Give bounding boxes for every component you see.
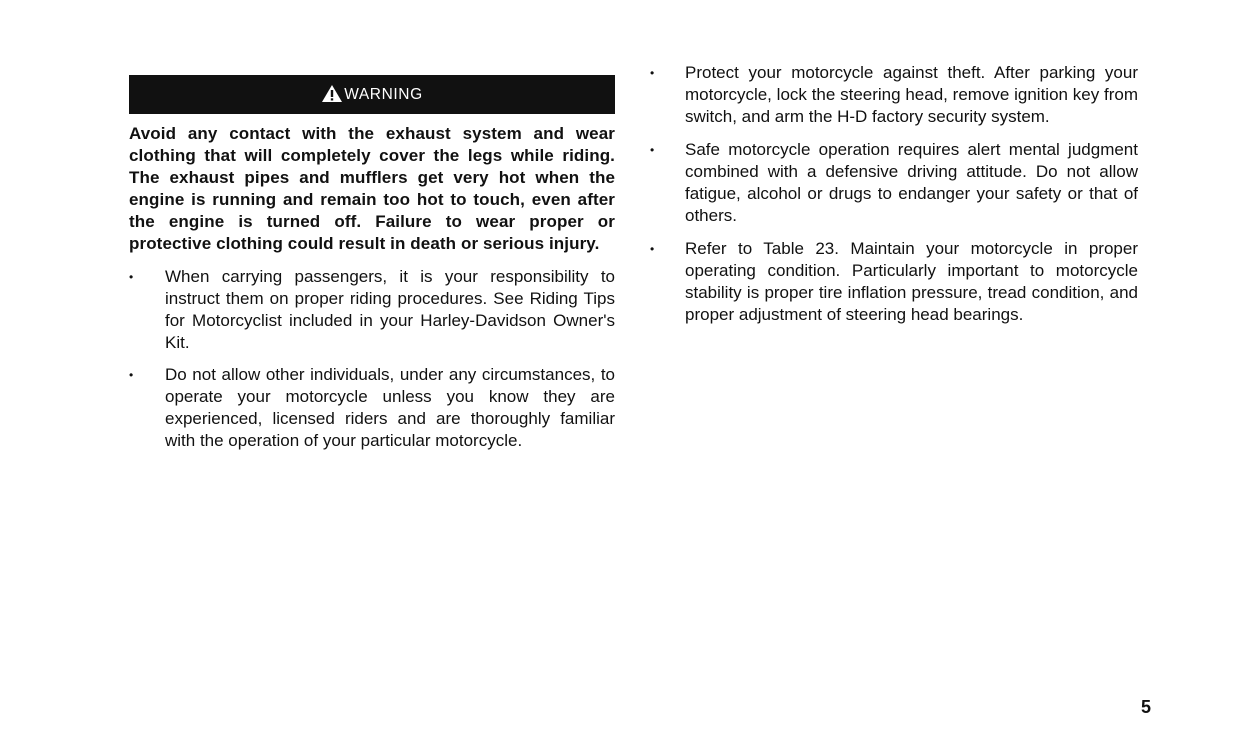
bullet-icon: • (650, 66, 655, 80)
left-column (129, 75, 615, 462)
warning-banner (129, 75, 615, 114)
list-item (650, 62, 1138, 128)
bullet-icon: • (129, 368, 134, 382)
list-item (650, 139, 1138, 227)
list-item-text: Protect your motorcycle against theft. After parking your motorcycle, lock the steering head, remove ignition key from switch, and arm the H-D factory security system. (685, 63, 1138, 126)
list-item-text: Refer to Table 23. Maintain your motorcycle in proper operating condition. Particularly important to motorcycle stability is proper tire inflation pressure, tread condition, and proper adjustment of steering head bearings. (685, 239, 1138, 324)
list-item-text: Do not allow other individuals, under any circumstances, to operate your motorcycle unless you know they are experienced, licensed riders and are thoroughly familiar with the operation of your particular motorcycle. (165, 365, 615, 450)
bullet-icon: • (129, 270, 134, 284)
list-item-text: Safe motorcycle operation requires alert mental judgment combined with a defensive driving attitude. Do not allow fatigue, alcohol or drugs to endanger your safety or that of others. (685, 140, 1138, 225)
list-item (129, 364, 615, 452)
right-column (650, 62, 1138, 337)
bullet-icon: • (650, 143, 655, 157)
list-item-text: When carrying passengers, it is your responsibility to instruct them on proper riding procedures. See Riding Tips for Motorcyclist included in your Harley-Davidson Owner's Kit. (165, 267, 615, 352)
right-bullet-list (650, 62, 1138, 326)
warning-text: Avoid any contact with the exhaust system and wear clothing that will completely cover the legs while riding. The exhaust pipes and mufflers get very hot when the engine is running and remain too hot to touch, even after the engine is turned off. Failure to wear proper or protective clothing could result in death or serious injury. (129, 124, 615, 253)
list-item (650, 238, 1138, 326)
list-item (129, 266, 615, 354)
warning-label: WARNING (344, 85, 423, 103)
bullet-icon: • (650, 242, 655, 256)
page-number: 5 (1141, 697, 1152, 717)
left-bullet-list (129, 266, 615, 452)
warning-triangle-icon (321, 84, 343, 108)
